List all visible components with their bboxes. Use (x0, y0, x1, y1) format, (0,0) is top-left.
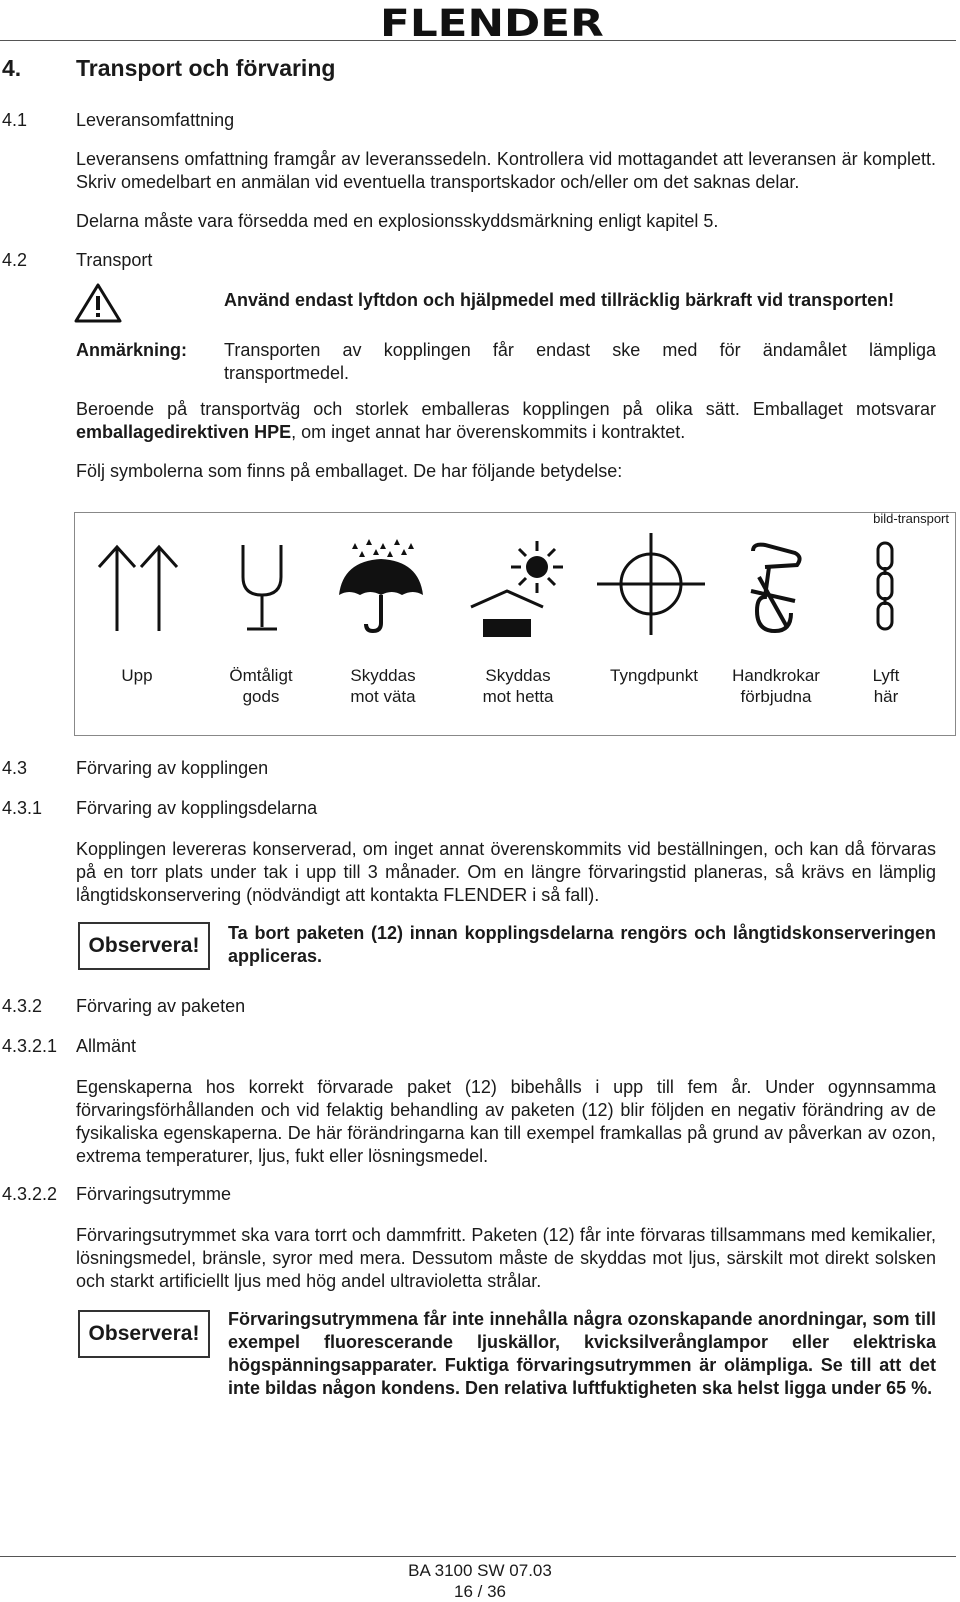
s43-number: 4.3 (2, 758, 28, 778)
symbol-label-rain: Skyddas mot väta (350, 666, 416, 706)
observera-box-2: Observera! (78, 1310, 210, 1358)
s4322-para: Förvaringsutrymmet ska vara torrt och dammfritt. Paketen (12) får inte förvaras tillsammans med kemikalier, lösningsmedel, bränsle, syror med mera. Dessutom måste de skyddas mot ljus, särskilt mot direkt solsken och starkt artificiellt ljus med hög andel ultravioletta strålar. (76, 1225, 936, 1291)
symbol-label-hooks: Handkrokar förbjudna (732, 666, 820, 706)
flender-logo: FLENDER (380, 2, 604, 45)
s42-note-line2: transportmedel. (224, 363, 350, 383)
s4321-number: 4.3.2.1 (2, 1036, 58, 1056)
s4322-number: 4.3.2.2 (2, 1184, 58, 1204)
center-of-gravity-icon (595, 531, 707, 637)
s42-title: Transport (76, 250, 153, 270)
s41-para2: Delarna måste vara försedda med en explosionsskyddsmärkning enligt kapitel 5. (76, 211, 719, 231)
s432-title: Förvaring av paketen (76, 996, 246, 1016)
symbol-label-lift: Lyft här (872, 666, 900, 706)
section-title: Transport och förvaring (76, 55, 336, 81)
s431-title: Förvaring av kopplingsdelarna (76, 798, 318, 818)
s4321-title: Allmänt (76, 1036, 137, 1056)
header-rule (0, 40, 956, 41)
s432-number: 4.3.2 (2, 996, 43, 1016)
arrows-up-icon (93, 541, 183, 633)
symbol-label-upp: Upp (121, 666, 153, 685)
figure-tag: bild-transport (873, 511, 949, 526)
s42-para1: Beroende på transportväg och storlek emballeras kopplingen på olika sätt. Emballaget motsvarar emballagedirektiven HPE, om inget annat har överenskommits i kontraktet. (76, 399, 936, 442)
footer-rule (0, 1556, 956, 1557)
s431-number: 4.3.1 (2, 798, 43, 818)
transport-symbols-figure (74, 512, 956, 736)
s431-para: Kopplingen levereras konserverad, om inget annat överenskommits vid beställningen, och kan då förvaras på en torr plats under tak i upp till 3 månader. Om en längre förvaringstid planeras, så krävs en lämplig långtidskonservering (nödvändigt att kontakta FLENDER i så fall). (76, 839, 936, 905)
sun-heat-icon (467, 537, 573, 637)
section-number: 4. (2, 55, 22, 81)
s431-box-text: Ta bort paketen (12) innan kopplingsdelarna rengörs och långtidskonserveringen appliceras. (228, 923, 936, 966)
symbol-label-heat: Skyddas mot hetta (482, 666, 554, 706)
warning-triangle-icon (74, 282, 122, 324)
s4322-title: Förvaringsutrymme (76, 1184, 232, 1204)
s43-title: Förvaring av kopplingen (76, 758, 269, 778)
s41-para1: Leveransens omfattning framgår av leveranssedeln. Kontrollera vid mottagandet att leveransen är komplett. Skriv omedelbart en anmälan vid eventuella transportskador och/eller om det saknas delar. (76, 149, 936, 192)
s4322-box-text: Förvaringsutrymmena får inte innehålla några ozonskapande anordningar, som till exempel fluorescerande ljuskällor, kvicksilverånglampor eller elektriska högspänningsapparater. Fuktiga förvaringsutrymmen är olämpliga. Se till att det inte bildas någon kondens. Den relativa luftfuktigheten ska helst ligga under 65 %. (228, 1309, 936, 1398)
s42-warning: Använd endast lyftdon och hjälpmedel med tillräcklig bärkraft vid transporten! (224, 290, 895, 310)
s42-note-label: Anmärkning: (76, 340, 188, 360)
s41-number: 4.1 (2, 110, 28, 130)
s42-number: 4.2 (2, 250, 28, 270)
footer-page: 16 / 36 (454, 1582, 506, 1601)
symbol-label-fragile: Ömtåligt gods (229, 666, 293, 706)
no-hooks-icon (743, 539, 807, 637)
s4321-para: Egenskaperna hos korrekt förvarade paket (12) bibehålls i upp till fem år. Under ogynnsamma förvaringsförhållanden och vid felaktig behandling av paketen (12) blir följden en negativ förändring av de fysikaliska egenskaperna. De här förändringarna kan till exempel framkallas på grund av påverkan av ozon, extrema temperaturer, ljus, fukt eller lösningsmedel. (76, 1077, 936, 1166)
footer-doc: BA 3100 SW 07.03 (408, 1561, 552, 1580)
observera-box-1: Observera! (78, 922, 210, 970)
lift-chain-icon (873, 541, 897, 635)
umbrella-rain-icon (333, 537, 429, 635)
s41-title: Leveransomfattning (76, 110, 235, 130)
fragile-glass-icon (237, 541, 287, 633)
s42-note-line1: Transporten av kopplingen får endast ske med för ändamålet lämpliga (224, 340, 936, 360)
symbol-label-gravity: Tyngdpunkt (610, 666, 698, 685)
s42-para2: Följ symbolerna som finns på emballaget. De har följande betydelse: (76, 461, 623, 481)
